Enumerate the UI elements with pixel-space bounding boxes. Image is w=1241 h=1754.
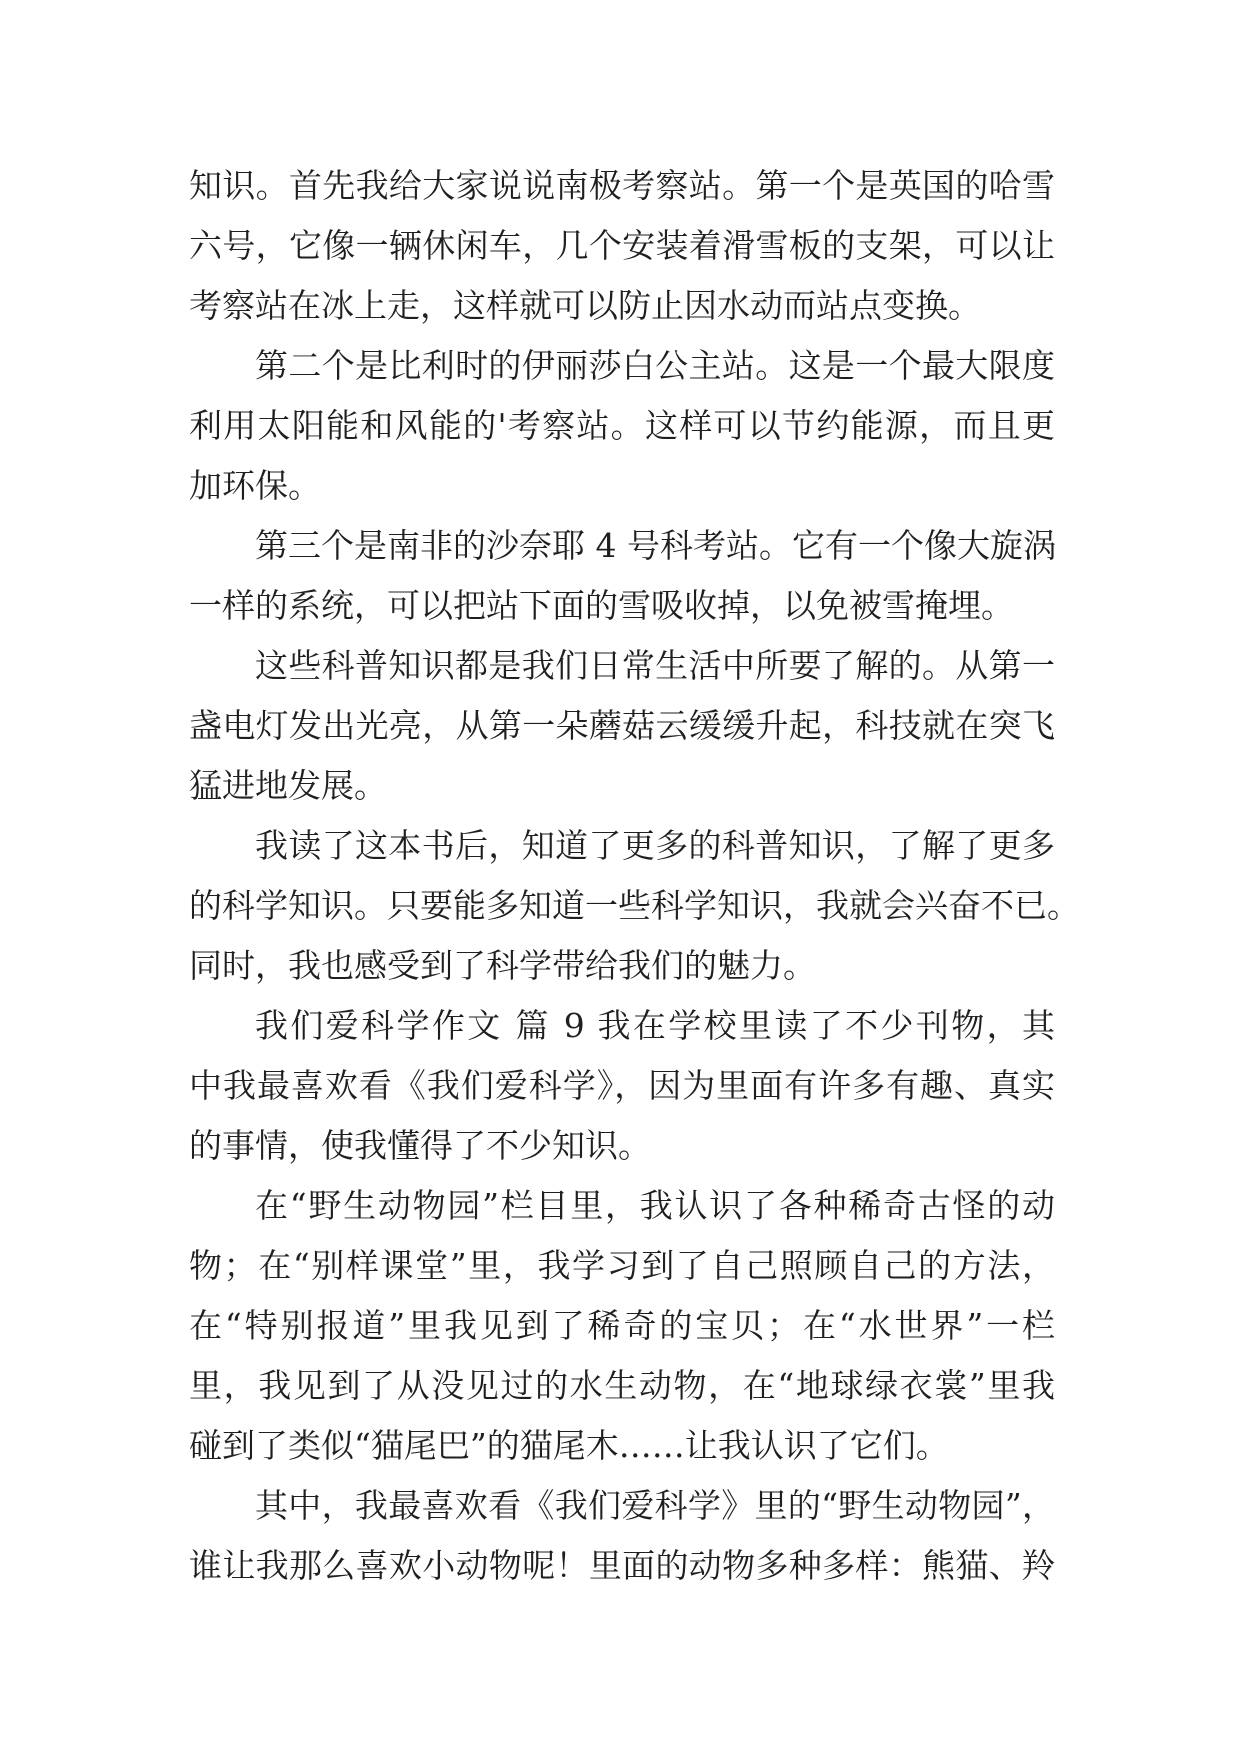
text-line: 猛进地发展。 bbox=[189, 766, 387, 805]
text-line: 这些科普知识都是我们日常生活中所要了解的。从第一 bbox=[255, 646, 1055, 685]
text-line: 的事情，使我懂得了不少知识。 bbox=[189, 1126, 651, 1165]
text-line: 第二个是比利时的伊丽莎白公主站。这是一个最大限度 bbox=[255, 346, 1055, 385]
text-line: 第三个是南非的沙奈耶 4 号科考站。它有一个像大旋涡 bbox=[255, 526, 1056, 565]
text-line: 我们爱科学作文 篇 9 我在学校里读了不少刊物，其 bbox=[255, 1006, 1055, 1045]
text-line: 盏电灯发出光亮，从第一朵蘑菇云缓缓升起，科技就在突飞 bbox=[189, 706, 1055, 745]
text-line: 中我最喜欢看《我们爱科学》，因为里面有许多有趣、真实 bbox=[189, 1066, 1055, 1105]
text-line: 同时，我也感受到了科学带给我们的魅力。 bbox=[189, 946, 816, 985]
text-line: 一样的系统，可以把站下面的雪吸收掉，以免被雪掩埋。 bbox=[189, 586, 1014, 625]
text-line: 我读了这本书后，知道了更多的科普知识，了解了更多 bbox=[255, 826, 1055, 865]
text-line: 的科学知识。只要能多知道一些科学知识，我就会兴奋不已。 bbox=[189, 886, 1080, 925]
text-line: 加环保。 bbox=[189, 466, 321, 505]
text-line: 物；在“别样课堂”里，我学习到了自己照顾自己的方法， bbox=[189, 1246, 1055, 1285]
text-line: 利用太阳能和风能的'考察站。这样可以节约能源，而且更 bbox=[189, 406, 1055, 445]
text-line: 在“特别报道”里我见到了稀奇的宝贝；在“水世界”一栏 bbox=[189, 1306, 1055, 1345]
text-line: 里，我见到了从没见过的水生动物，在“地球绿衣裳”里我 bbox=[189, 1366, 1055, 1405]
text-line: 在“野生动物园”栏目里，我认识了各种稀奇古怪的动 bbox=[255, 1186, 1055, 1225]
text-line: 碰到了类似“猫尾巴”的猫尾木……让我认识了它们。 bbox=[189, 1426, 949, 1465]
text-line: 谁让我那么喜欢小动物呢！里面的动物多种多样：熊猫、羚 bbox=[189, 1546, 1055, 1585]
text-line: 其中，我最喜欢看《我们爱科学》里的“野生动物园”， bbox=[255, 1486, 1055, 1525]
text-line: 六号，它像一辆休闲车，几个安装着滑雪板的支架，可以让 bbox=[189, 226, 1055, 265]
text-line: 考察站在冰上走，这样就可以防止因水动而站点变换。 bbox=[189, 286, 981, 325]
document-body bbox=[189, 156, 1080, 1596]
text-line: 知识。首先我给大家说说南极考察站。第一个是英国的哈雪 bbox=[189, 166, 1055, 205]
